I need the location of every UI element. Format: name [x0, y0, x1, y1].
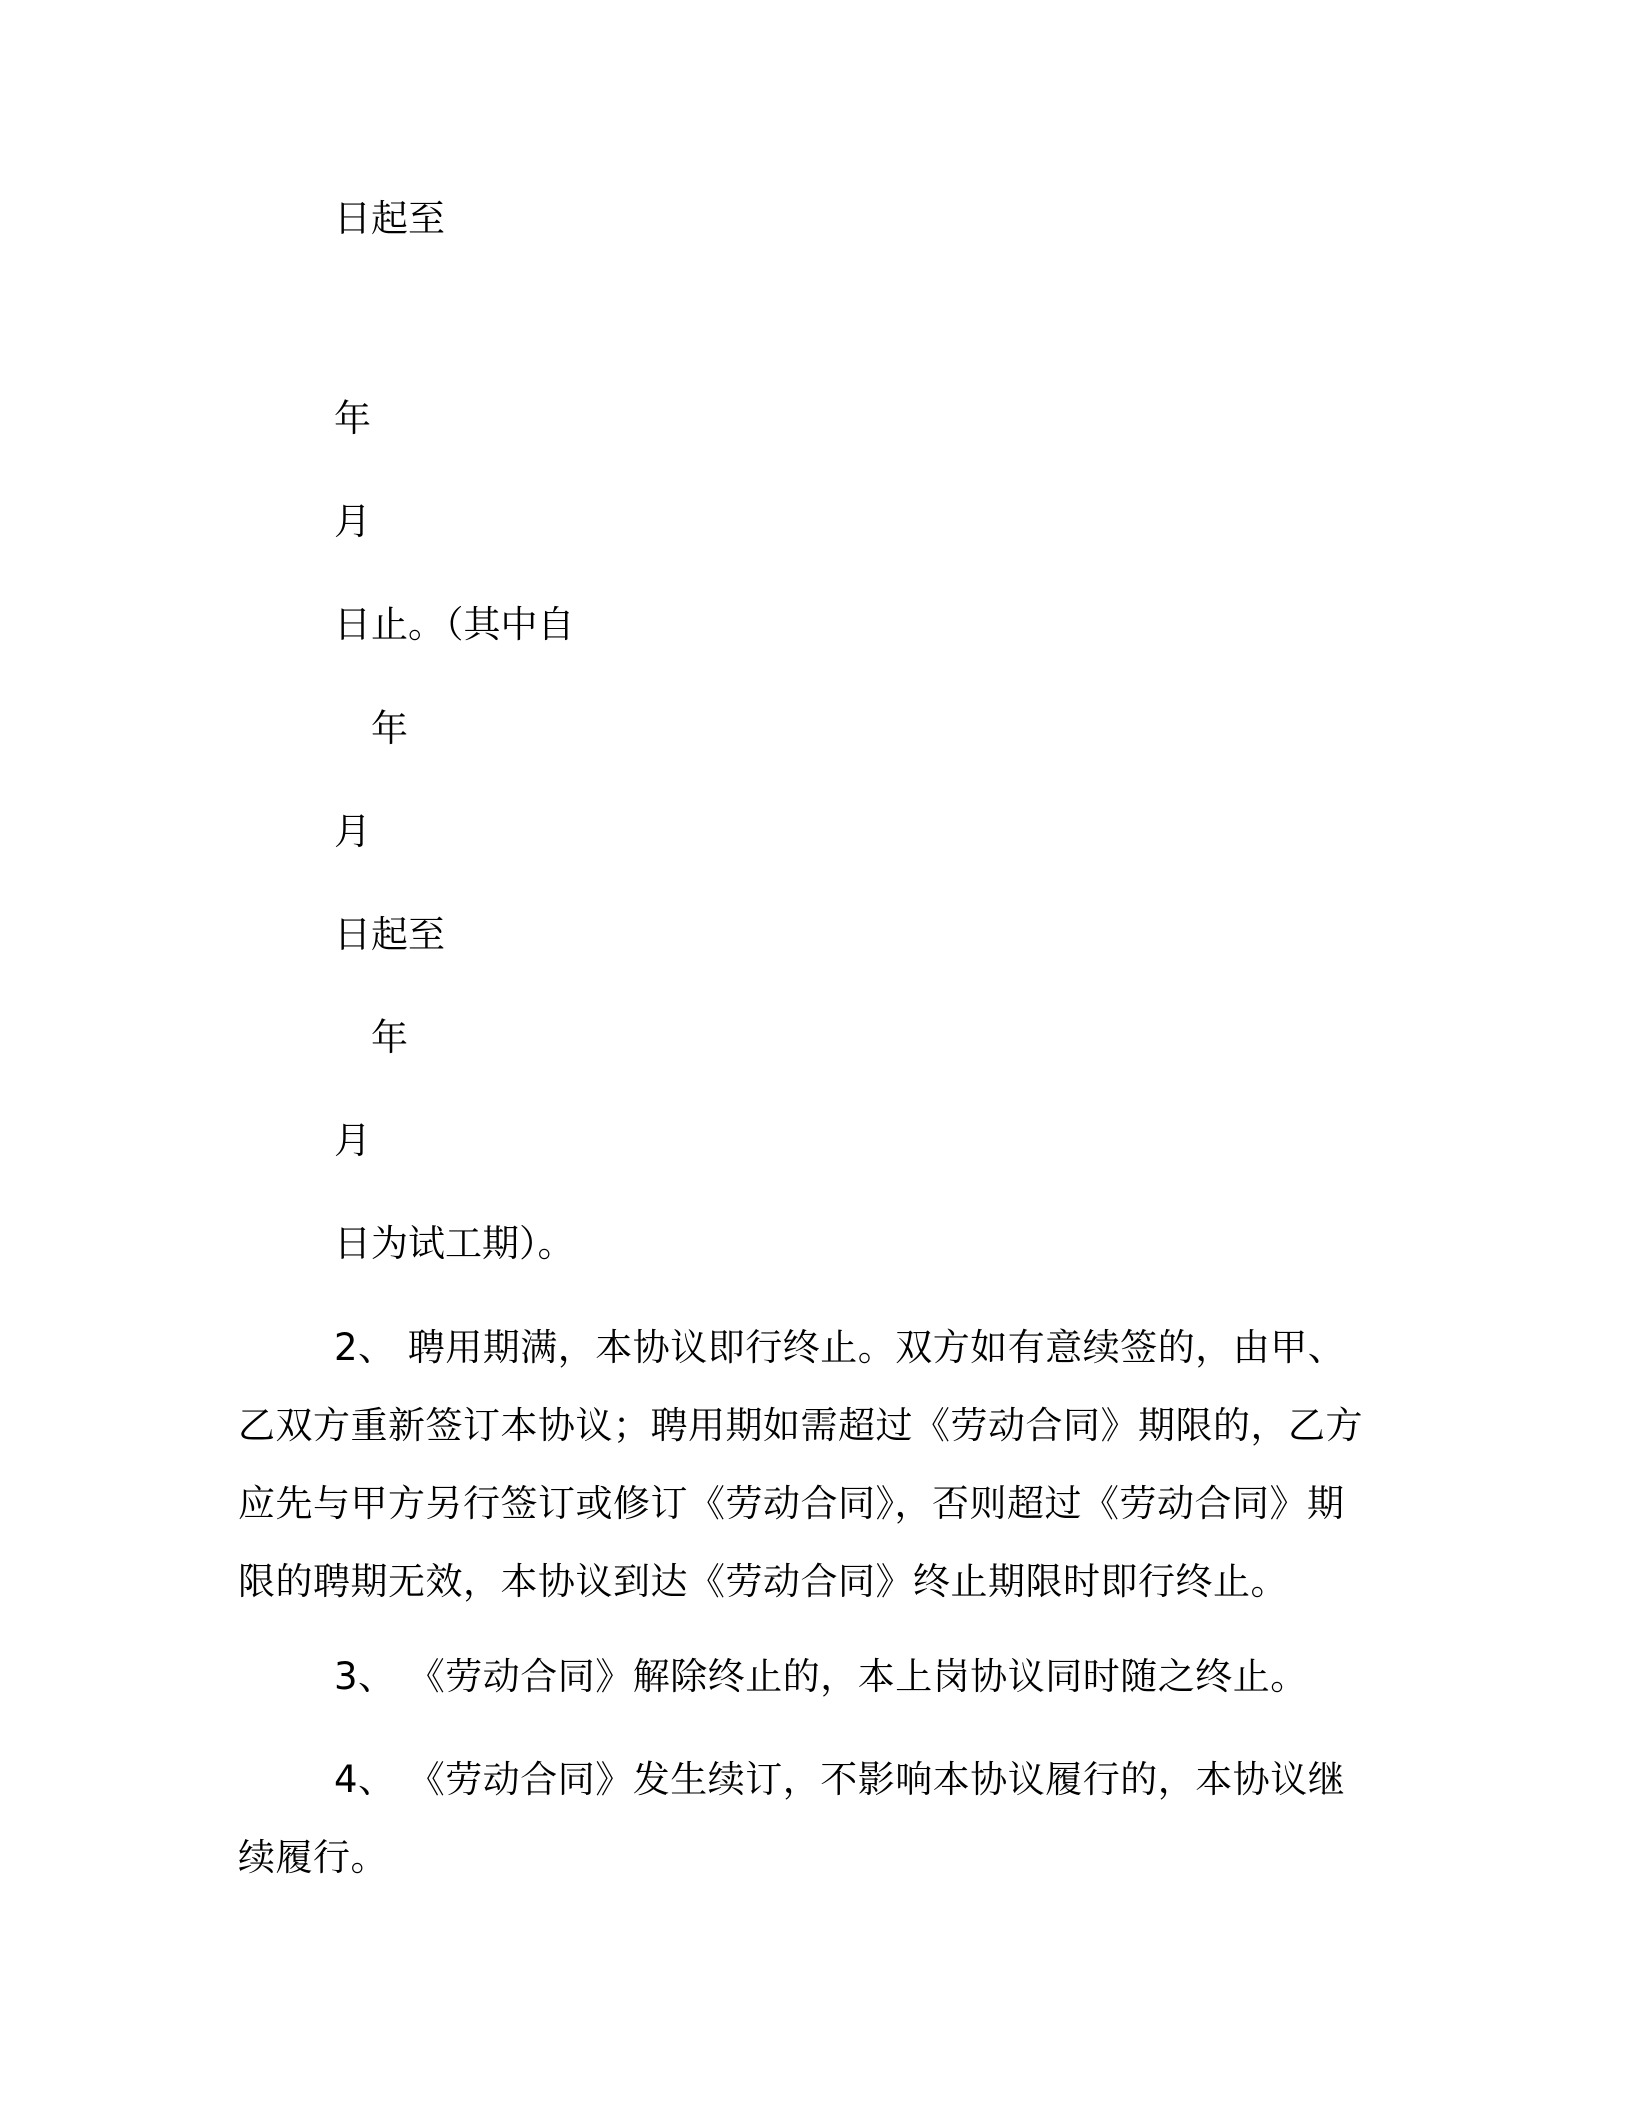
- trial-fragment-month: 月: [334, 810, 371, 853]
- date-fragment-from: 日起至: [334, 197, 445, 240]
- trial-fragment-from: 日起至: [334, 913, 445, 956]
- trial-fragment-end: 日为试工期）。: [334, 1222, 575, 1265]
- trial-fragment-year: 年: [371, 707, 408, 750]
- clause-4-text: 4、 《劳动合同》发生续订，不影响本协议履行的，本协议继续履行。: [238, 1758, 1346, 1879]
- date-fragment-end: 日止。（其中自: [334, 603, 575, 646]
- trial-fragment-month-2: 月: [334, 1119, 371, 1162]
- clause-4: [238, 1741, 1368, 1897]
- clause-2-text: 2、 聘用期满，本协议即行终止。双方如有意续签的，由甲、乙双方重新签订本协议；聘用期如需超过《劳动合同》期限的，乙方应先与甲方另行签订或修订《劳动合同》，否则超过《劳动合同》期限的聘期无效，本协议到达《劳动合同》终止期限时即行终止。: [238, 1326, 1363, 1603]
- clause-3-text: 3、 《劳动合同》解除终止的，本上岗协议同时随之终止。: [334, 1655, 1308, 1698]
- clause-3: [238, 1638, 1368, 1716]
- trial-fragment-year-2: 年: [371, 1016, 408, 1059]
- date-fragment-year: 年: [334, 397, 371, 440]
- clause-2: [238, 1309, 1368, 1621]
- date-fragment-month: 月: [334, 500, 371, 543]
